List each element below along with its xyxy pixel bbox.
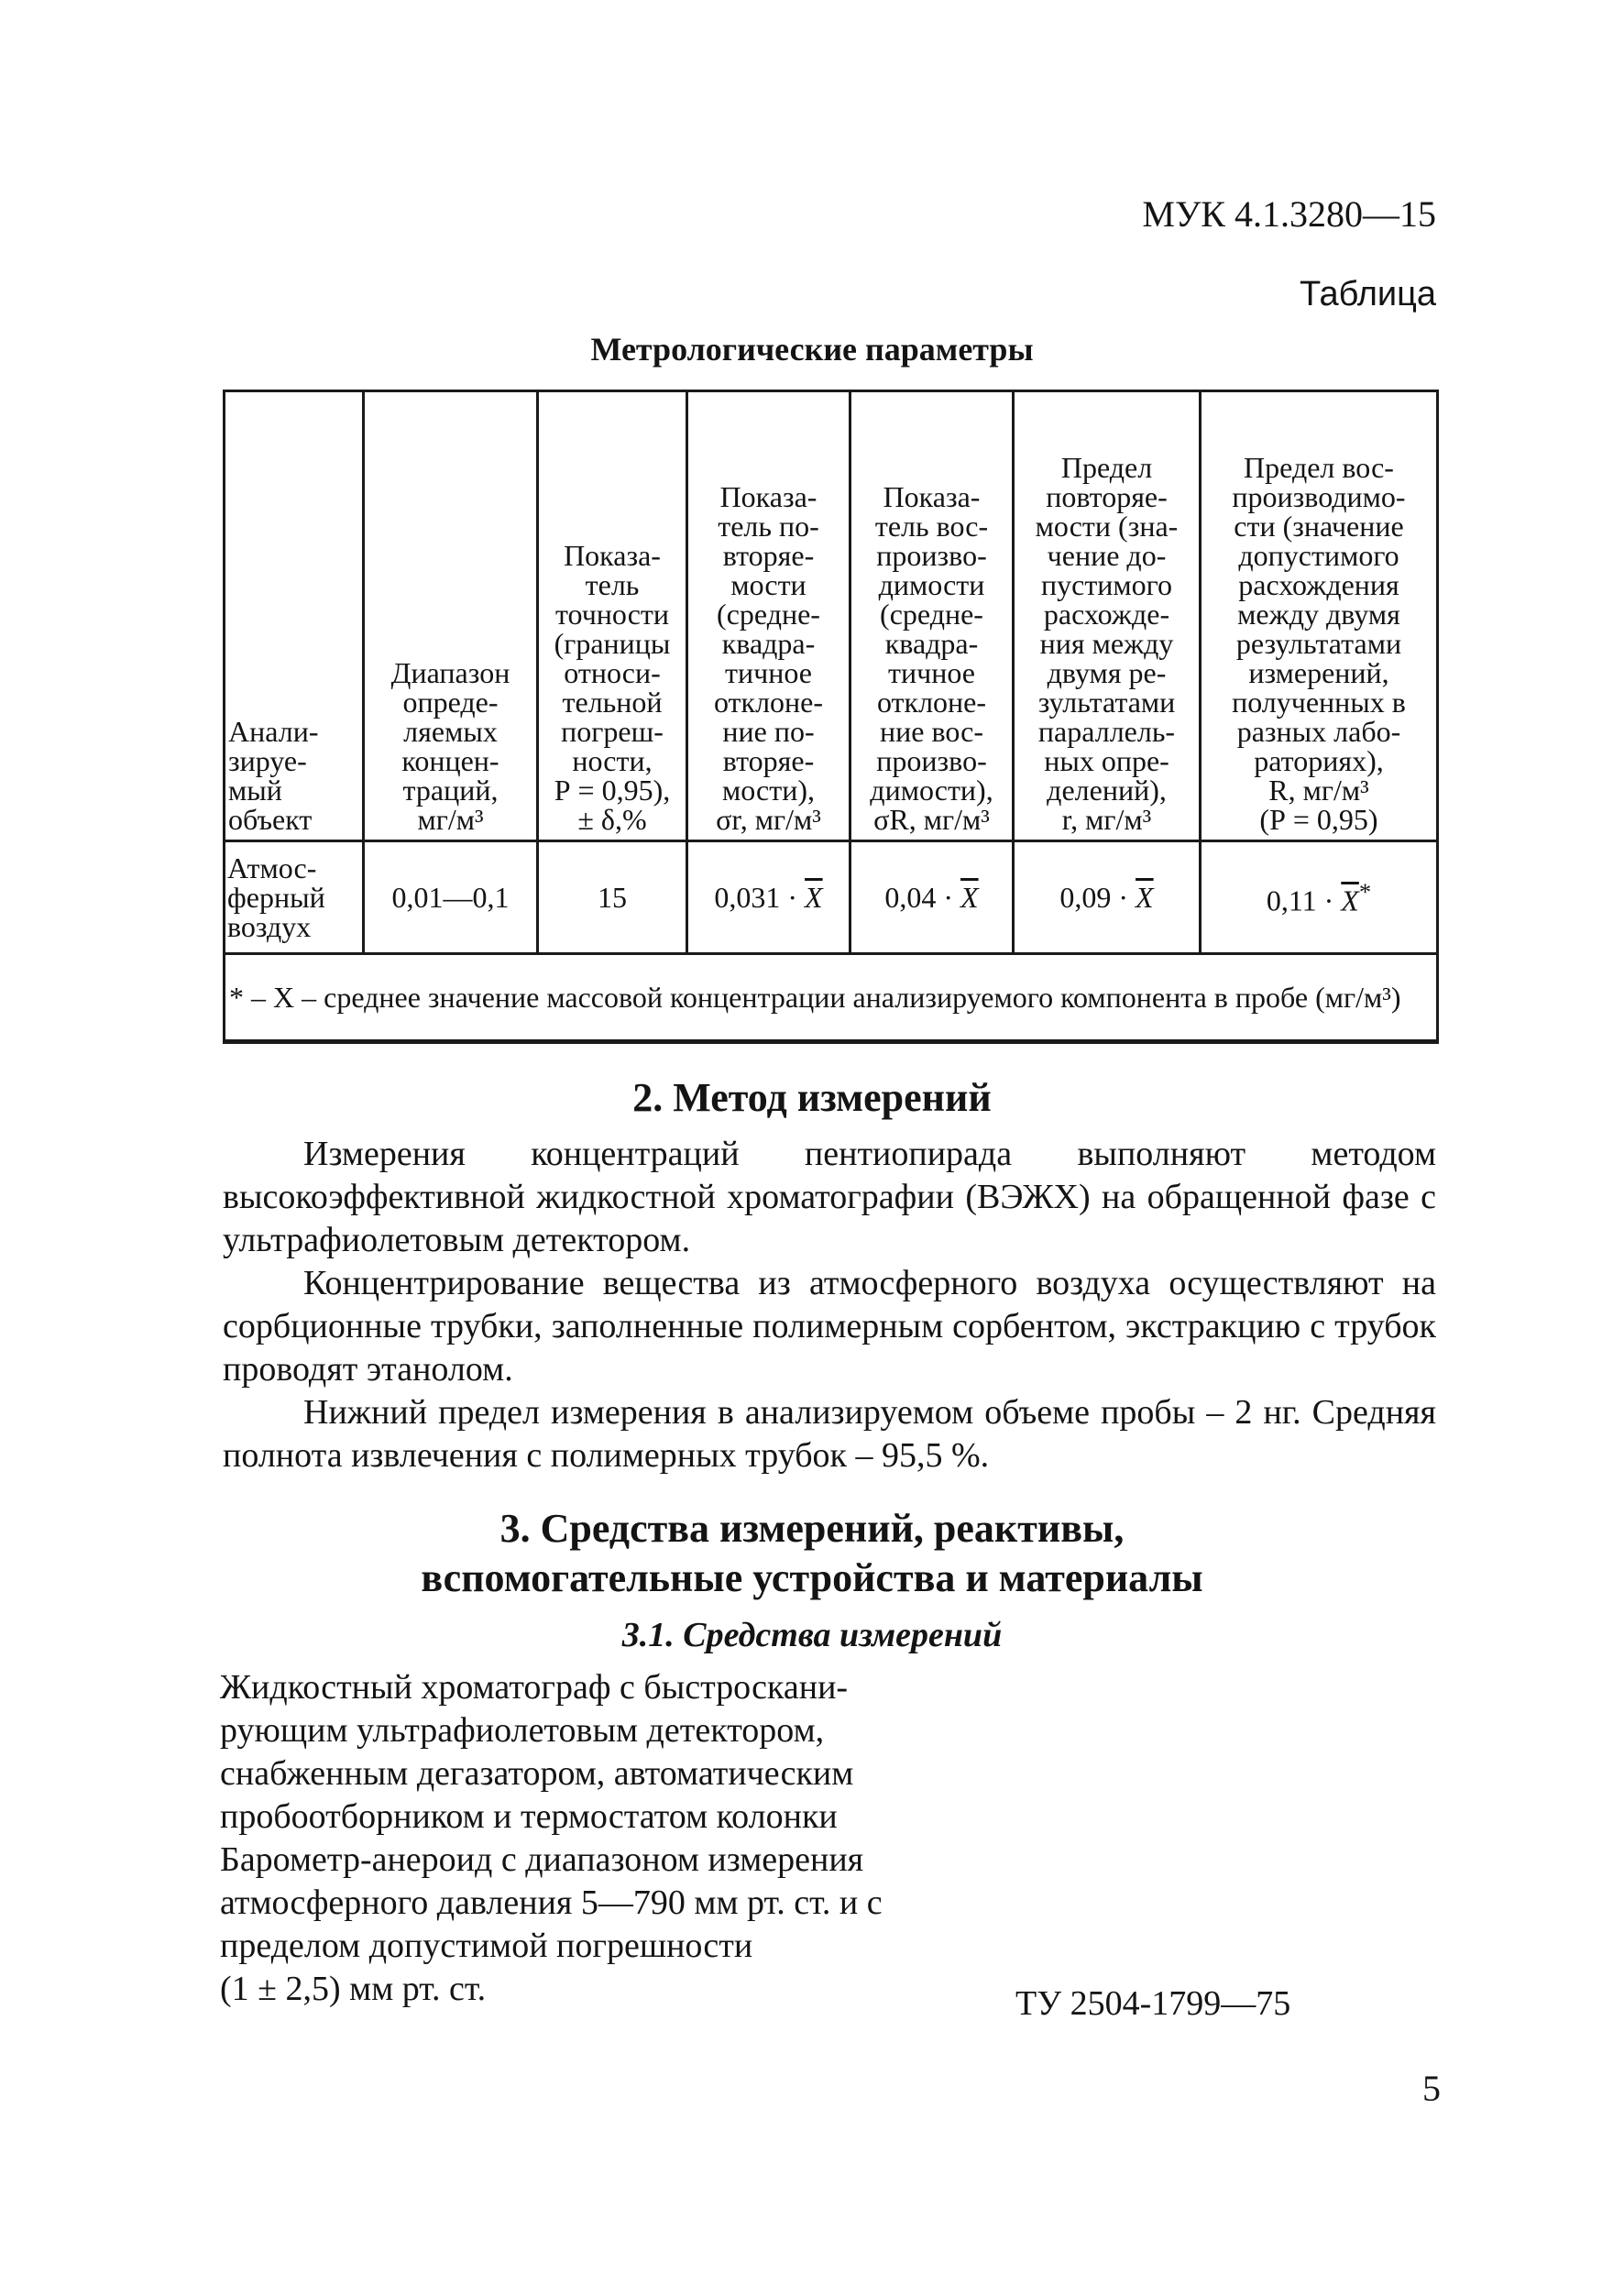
section-3-heading-line-2: вспомогательные устройства и материалы: [421, 1555, 1203, 1600]
column-header: Показа- тель точности (границы относи- тельной погреш- ности, Р = 0,95), ± δ,%: [538, 391, 687, 841]
paragraph: Концентрирование вещества из атмосферного воздуха осуществляют на сорбционные трубки, заполненные полимерным сорбентом, экстракцию с трубок проводят этанолом.: [223, 1264, 1436, 1389]
section-3-heading-line-1: 3. Средства измерений, реактивы,: [499, 1506, 1125, 1551]
metrological-parameters-table: [223, 390, 1439, 1044]
column-header: Анали- зируе- мый объект: [225, 391, 364, 841]
x-mean-symbol: $\overline{X}$: [1341, 884, 1359, 917]
footnote-marker: *: [1358, 877, 1372, 906]
column-header: Показа- тель вос- произво- димости (средне- квадра- тичное отклоне- ние вос- произво- димости), σR, мг/м³: [850, 391, 1014, 841]
cell-repeatability: [687, 841, 850, 954]
spec-reference: ТУ 2504-1799—75: [1015, 1984, 1291, 2023]
coefficient: 0,11 ·: [1266, 884, 1334, 917]
list-item: Барометр-анероид с диапазоном измерения атмосферного давления 5—790 мм рт. ст. и с пределом допустимой погрешности (1 ± 2,5) мм рт. ст.: [220, 1840, 883, 2008]
cell-range: 0,01—0,1: [364, 841, 538, 954]
list-item: Жидкостный хроматограф с быстроскани- рующим ультрафиолетовым детектором, снабженным дегазатором, автоматическим пробоотборником и термостатом колонки: [220, 1668, 854, 1836]
equipment-list: [220, 1666, 981, 2011]
column-header: Диапазон опреде- ляемых концен- траций, мг/м³: [364, 391, 538, 841]
cell-reprod-limit: [1201, 841, 1438, 954]
document-code: МУК 4.1.3280—15: [1142, 193, 1436, 235]
table-footnote-row: [225, 954, 1438, 1042]
table-row: [225, 841, 1438, 954]
cell-object: Атмос- ферный воздух: [225, 841, 364, 954]
column-header: Предел повторяе- мости (зна- чение до- пустимого расхожде- ния между двумя ре- зультатами параллель- ных опре- делений), r, мг/м³: [1014, 391, 1201, 841]
coefficient: 0,04 ·: [884, 881, 954, 914]
section-2-body: [223, 1133, 1436, 1477]
cell-accuracy: 15: [538, 841, 687, 954]
table-header-row: [225, 391, 1438, 841]
paragraph: Измерения концентраций пентиопирада выполняют методом высокоэффективной жидкостной хроматографии (ВЭЖХ) на обращенной фазе с ультрафиолетовым детектором.: [223, 1135, 1436, 1259]
x-mean-symbol: $\overline{X}$: [960, 881, 979, 914]
column-header: Показа- тель по- вторяе- мости (средне- квадра- тичное отклоне- ние по- вторяе- мости), σr, мг/м³: [687, 391, 850, 841]
cell-repeat-limit: [1014, 841, 1201, 954]
table-label: Таблица: [1300, 275, 1436, 313]
x-mean-symbol: $\overline{X}$: [805, 881, 823, 914]
x-mean-symbol: $\overline{X}$: [1136, 881, 1154, 914]
cell-reproducibility: [850, 841, 1014, 954]
paragraph: Нижний предел измерения в анализируемом объеме пробы – 2 нг. Средняя полнота извлечения с полимерных трубок – 95,5 %.: [223, 1393, 1436, 1475]
table-title: Метрологические параметры: [590, 331, 1034, 368]
page-number: 5: [1422, 2068, 1441, 2109]
section-2-heading: 2. Метод измерений: [632, 1075, 992, 1120]
column-header: Предел вос- производимо- сти (значение допустимого расхождения между двумя результатами измерений, полученных в разных лабо- раториях), R, мг/м³ (Р = 0,95): [1201, 391, 1438, 841]
subsection-3-1-heading: 3.1. Средства измерений: [621, 1616, 1003, 1654]
coefficient: 0,031 ·: [714, 881, 798, 914]
table-footnote: * – X – среднее значение массовой концентрации анализируемого компонента в пробе (мг/м³): [225, 954, 1438, 1042]
coefficient: 0,09 ·: [1059, 881, 1129, 914]
